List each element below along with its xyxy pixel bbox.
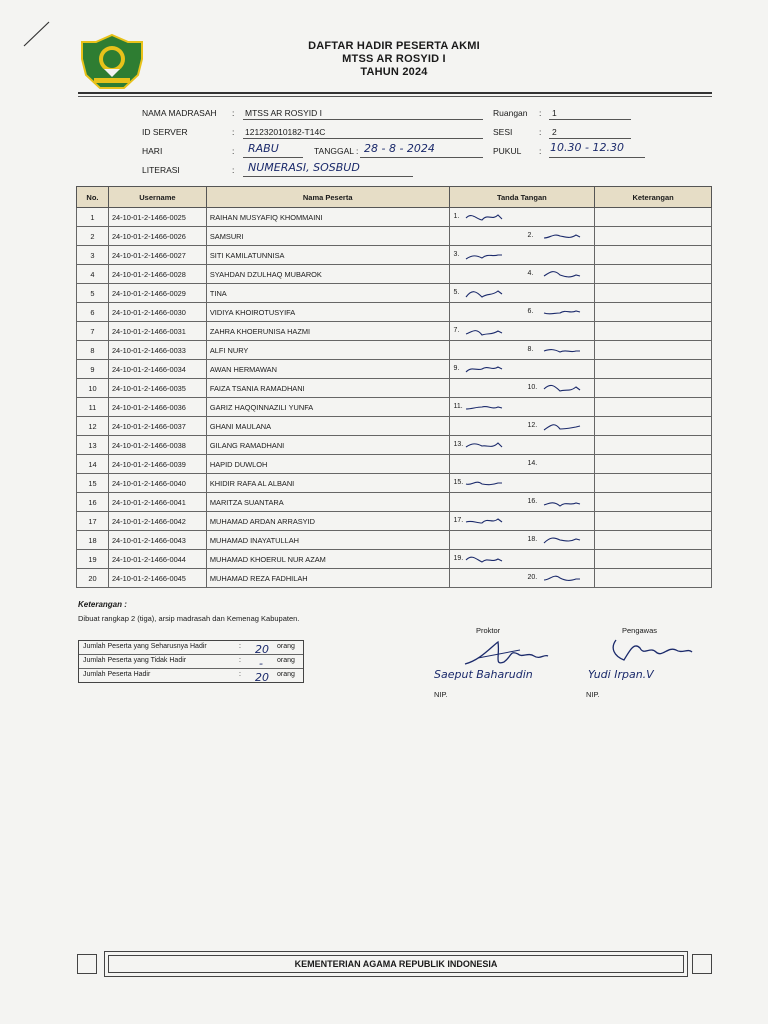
row-number: 14 bbox=[77, 455, 109, 474]
underline bbox=[243, 119, 483, 120]
row-number: 2 bbox=[77, 227, 109, 246]
signature-number: 17. bbox=[453, 517, 464, 524]
colon: : bbox=[239, 657, 241, 664]
id-server-label: ID SERVER bbox=[142, 127, 188, 137]
row-keterangan bbox=[595, 417, 712, 436]
hari-value: RABU bbox=[248, 142, 279, 155]
row-username: 24-10-01-2-1466-0030 bbox=[108, 303, 206, 322]
handwritten-signature bbox=[464, 513, 504, 529]
table-row bbox=[77, 303, 712, 322]
colon: : bbox=[239, 671, 241, 678]
row-keterangan bbox=[595, 379, 712, 398]
row-keterangan bbox=[595, 436, 712, 455]
row-nama-peserta: MARITZA SUANTARA bbox=[206, 493, 449, 512]
pengawas-signature bbox=[606, 634, 696, 670]
row-username: 24-10-01-2-1466-0044 bbox=[108, 550, 206, 569]
signature-area bbox=[450, 455, 595, 473]
signature-number: 11. bbox=[453, 403, 463, 410]
signature-number: 6. bbox=[527, 308, 534, 315]
row-signature-cell bbox=[449, 455, 595, 474]
row-number: 5 bbox=[77, 284, 109, 303]
row-signature-cell bbox=[449, 550, 595, 569]
table-row bbox=[77, 531, 712, 550]
table-row bbox=[77, 265, 712, 284]
handwritten-signature bbox=[542, 228, 582, 244]
row-signature-cell bbox=[449, 360, 595, 379]
nama-madrasah-value: MTSS AR ROSYID I bbox=[245, 108, 322, 118]
row-nama-peserta: GILANG RAMADHANI bbox=[206, 436, 449, 455]
colon: : bbox=[539, 127, 542, 137]
title-line-1: DAFTAR HADIR PESERTA AKMI bbox=[308, 40, 480, 52]
row-number: 3 bbox=[77, 246, 109, 265]
signature-number: 9. bbox=[453, 365, 460, 372]
table-row bbox=[77, 246, 712, 265]
row-number: 15 bbox=[77, 474, 109, 493]
row-signature-cell bbox=[449, 322, 595, 341]
header-rule-thin bbox=[78, 96, 712, 97]
row-keterangan bbox=[595, 455, 712, 474]
handwritten-signature bbox=[542, 494, 582, 510]
table-row bbox=[77, 550, 712, 569]
handwritten-signature bbox=[464, 361, 504, 377]
summary-unit: orang bbox=[277, 671, 295, 678]
row-number: 1 bbox=[77, 208, 109, 227]
notes-text: Dibuat rangkap 2 (tiga), arsip madrasah dan Kemenag Kabupaten. bbox=[78, 614, 300, 623]
row-keterangan bbox=[595, 360, 712, 379]
handwritten-signature bbox=[464, 247, 504, 263]
table-row bbox=[77, 379, 712, 398]
underline bbox=[549, 157, 645, 158]
pengawas-name: Yudi Irpan.V bbox=[588, 668, 654, 681]
row-username: 24-10-01-2-1466-0038 bbox=[108, 436, 206, 455]
signature-area bbox=[450, 284, 595, 302]
row-number: 10 bbox=[77, 379, 109, 398]
row-signature-cell bbox=[449, 417, 595, 436]
row-signature-cell bbox=[449, 531, 595, 550]
col-header-keterangan: Keterangan bbox=[595, 187, 712, 208]
summary-unit: orang bbox=[277, 657, 295, 664]
table-body bbox=[77, 208, 712, 588]
row-keterangan bbox=[595, 208, 712, 227]
row-nama-peserta: VIDIYA KHOIROTUSYIFA bbox=[206, 303, 449, 322]
row-signature-cell bbox=[449, 265, 595, 284]
row-nama-peserta: ZAHRA KHOERUNISA HAZMI bbox=[206, 322, 449, 341]
header-rule bbox=[78, 92, 712, 94]
table-row bbox=[77, 474, 712, 493]
signature-number: 5. bbox=[453, 289, 460, 296]
notes bbox=[78, 600, 299, 623]
handwritten-signature bbox=[542, 380, 582, 396]
handwritten-signature bbox=[464, 285, 504, 301]
signature-area bbox=[450, 227, 595, 245]
colon: : bbox=[539, 146, 542, 156]
signature-area bbox=[450, 246, 595, 264]
row-signature-cell bbox=[449, 246, 595, 265]
summary-label: Jumlah Peserta yang Tidak Hadir bbox=[83, 657, 187, 664]
row-signature-cell bbox=[449, 284, 595, 303]
tanggal-value: 28 - 8 - 2024 bbox=[364, 142, 435, 155]
attendance-table bbox=[76, 186, 712, 588]
summary-value: 20 bbox=[255, 643, 269, 656]
handwritten-signature bbox=[542, 266, 582, 282]
table-row bbox=[77, 455, 712, 474]
col-header-tanda-tangan: Tanda Tangan bbox=[449, 187, 595, 208]
row-username: 24-10-01-2-1466-0045 bbox=[108, 569, 206, 588]
row-keterangan bbox=[595, 531, 712, 550]
signature-area bbox=[450, 208, 595, 226]
row-nama-peserta: KHIDIR RAFA AL ALBANI bbox=[206, 474, 449, 493]
pengawas-label: Pengawas bbox=[622, 626, 658, 635]
signature-number: 19. bbox=[453, 555, 464, 562]
signature-area bbox=[450, 531, 595, 549]
row-signature-cell bbox=[449, 436, 595, 455]
row-username: 24-10-01-2-1466-0026 bbox=[108, 227, 206, 246]
row-keterangan bbox=[595, 569, 712, 588]
signature-area bbox=[450, 474, 595, 492]
signature-number: 20. bbox=[527, 574, 538, 581]
row-nama-peserta: AWAN HERMAWAN bbox=[206, 360, 449, 379]
underline bbox=[360, 157, 483, 158]
row-keterangan bbox=[595, 322, 712, 341]
row-nama-peserta: ALFI NURY bbox=[206, 341, 449, 360]
colon: : bbox=[232, 165, 235, 175]
row-keterangan bbox=[595, 398, 712, 417]
sesi-label: SESI bbox=[493, 127, 513, 137]
proktor-label: Proktor bbox=[476, 626, 501, 635]
footer-banner bbox=[104, 951, 688, 977]
row-username: 24-10-01-2-1466-0039 bbox=[108, 455, 206, 474]
title-line-2: MTSS AR ROSYID I bbox=[342, 53, 446, 65]
signature-area bbox=[450, 569, 595, 587]
row-nama-peserta: MUHAMAD REZA FADHILAH bbox=[206, 569, 449, 588]
literasi-label: LITERASI bbox=[142, 165, 180, 175]
table-row bbox=[77, 417, 712, 436]
signature-area bbox=[450, 341, 595, 359]
underline bbox=[243, 138, 483, 139]
signature-number: 1. bbox=[453, 213, 460, 220]
colon: : bbox=[232, 108, 235, 118]
row-number: 12 bbox=[77, 417, 109, 436]
table-row bbox=[77, 398, 712, 417]
row-nama-peserta: SAMSURI bbox=[206, 227, 449, 246]
pukul-value: 10.30 - 12.30 bbox=[550, 141, 624, 154]
row-username: 24-10-01-2-1466-0033 bbox=[108, 341, 206, 360]
signature-area bbox=[450, 512, 595, 530]
row-username: 24-10-01-2-1466-0025 bbox=[108, 208, 206, 227]
row-number: 7 bbox=[77, 322, 109, 341]
nip-label: NIP. bbox=[586, 690, 600, 699]
row-username: 24-10-01-2-1466-0029 bbox=[108, 284, 206, 303]
row-number: 13 bbox=[77, 436, 109, 455]
row-signature-cell bbox=[449, 227, 595, 246]
row-username: 24-10-01-2-1466-0037 bbox=[108, 417, 206, 436]
row-keterangan bbox=[595, 227, 712, 246]
underline bbox=[549, 138, 631, 139]
colon: : bbox=[232, 146, 235, 156]
row-signature-cell bbox=[449, 569, 595, 588]
row-nama-peserta: HAPID DUWLOH bbox=[206, 455, 449, 474]
signature-number: 7. bbox=[453, 327, 460, 334]
row-number: 8 bbox=[77, 341, 109, 360]
row-keterangan bbox=[595, 474, 712, 493]
table-row bbox=[77, 436, 712, 455]
document-title bbox=[0, 40, 768, 79]
signature-area bbox=[450, 550, 595, 568]
handwritten-signature bbox=[464, 475, 504, 491]
signature-number: 3. bbox=[453, 251, 460, 258]
ruangan-value: 1 bbox=[552, 108, 557, 118]
handwritten-signature bbox=[464, 437, 504, 453]
signature-number: 14. bbox=[527, 460, 538, 467]
row-nama-peserta: FAIZA TSANIA RAMADHANI bbox=[206, 379, 449, 398]
handwritten-signature bbox=[464, 551, 504, 567]
colon: : bbox=[232, 127, 235, 137]
footer-right-box bbox=[692, 954, 712, 974]
signature-area bbox=[450, 379, 595, 397]
row-username: 24-10-01-2-1466-0043 bbox=[108, 531, 206, 550]
row-number: 6 bbox=[77, 303, 109, 322]
row-signature-cell bbox=[449, 474, 595, 493]
signature-area bbox=[450, 398, 595, 416]
table-row bbox=[77, 208, 712, 227]
row-keterangan bbox=[595, 284, 712, 303]
row-username: 24-10-01-2-1466-0035 bbox=[108, 379, 206, 398]
literasi-value: NUMERASI, SOSBUD bbox=[248, 161, 360, 174]
table-row bbox=[77, 569, 712, 588]
row-keterangan bbox=[595, 512, 712, 531]
title-line-3: TAHUN 2024 bbox=[360, 66, 428, 78]
row-username: 24-10-01-2-1466-0041 bbox=[108, 493, 206, 512]
row-number: 4 bbox=[77, 265, 109, 284]
summary-unit: orang bbox=[277, 643, 295, 650]
signature-number: 18. bbox=[527, 536, 538, 543]
row-number: 19 bbox=[77, 550, 109, 569]
signature-area bbox=[450, 322, 595, 340]
table-row bbox=[77, 360, 712, 379]
row-keterangan bbox=[595, 246, 712, 265]
table-row bbox=[77, 493, 712, 512]
row-number: 9 bbox=[77, 360, 109, 379]
table-row bbox=[77, 512, 712, 531]
row-keterangan bbox=[595, 493, 712, 512]
summary-value: - bbox=[259, 657, 263, 670]
col-header-nama: Nama Peserta bbox=[206, 187, 449, 208]
signature-number: 2. bbox=[527, 232, 534, 239]
summary-row bbox=[79, 655, 303, 669]
row-keterangan bbox=[595, 550, 712, 569]
row-number: 17 bbox=[77, 512, 109, 531]
signature-area bbox=[450, 303, 595, 321]
attendance-summary bbox=[78, 640, 304, 683]
signature-number: 10. bbox=[527, 384, 538, 391]
row-signature-cell bbox=[449, 303, 595, 322]
table-row bbox=[77, 227, 712, 246]
nama-madrasah-label: NAMA MADRASAH bbox=[142, 108, 217, 118]
row-signature-cell bbox=[449, 208, 595, 227]
handwritten-signature bbox=[464, 399, 504, 415]
row-keterangan bbox=[595, 303, 712, 322]
signature-area bbox=[450, 265, 595, 283]
underline bbox=[243, 176, 413, 177]
row-keterangan bbox=[595, 265, 712, 284]
row-username: 24-10-01-2-1466-0028 bbox=[108, 265, 206, 284]
row-nama-peserta: MUHAMAD KHOERUL NUR AZAM bbox=[206, 550, 449, 569]
signature-number: 13. bbox=[453, 441, 464, 448]
row-signature-cell bbox=[449, 398, 595, 417]
row-signature-cell bbox=[449, 493, 595, 512]
signature-area bbox=[450, 417, 595, 435]
row-username: 24-10-01-2-1466-0031 bbox=[108, 322, 206, 341]
sesi-value: 2 bbox=[552, 127, 557, 137]
proktor-name: Saeput Baharudin bbox=[434, 668, 533, 681]
proktor-signature bbox=[460, 636, 550, 672]
table-header-row bbox=[77, 187, 712, 208]
signature-number: 15. bbox=[453, 479, 464, 486]
row-nama-peserta: TINA bbox=[206, 284, 449, 303]
row-nama-peserta: GARIZ HAQQINNAZILI YUNFA bbox=[206, 398, 449, 417]
row-username: 24-10-01-2-1466-0034 bbox=[108, 360, 206, 379]
row-nama-peserta: GHANI MAULANA bbox=[206, 417, 449, 436]
footer-left-box bbox=[77, 954, 97, 974]
row-nama-peserta: SYAHDAN DZULHAQ MUBAROK bbox=[206, 265, 449, 284]
summary-row bbox=[79, 669, 303, 682]
signature-area bbox=[450, 436, 595, 454]
table-row bbox=[77, 341, 712, 360]
row-username: 24-10-01-2-1466-0027 bbox=[108, 246, 206, 265]
row-nama-peserta: MUHAMAD INAYATULLAH bbox=[206, 531, 449, 550]
row-keterangan bbox=[595, 341, 712, 360]
row-nama-peserta: RAIHAN MUSYAFIQ KHOMMAINI bbox=[206, 208, 449, 227]
handwritten-signature bbox=[542, 532, 582, 548]
tanggal-label: TANGGAL : bbox=[314, 146, 359, 156]
id-server-value: 121232010182-T14C bbox=[245, 127, 326, 137]
hari-label: HARI bbox=[142, 146, 163, 156]
colon: : bbox=[539, 108, 542, 118]
summary-row bbox=[79, 641, 303, 655]
handwritten-signature bbox=[542, 304, 582, 320]
signature-number: 8. bbox=[527, 346, 534, 353]
signature-area bbox=[450, 360, 595, 378]
row-username: 24-10-01-2-1466-0042 bbox=[108, 512, 206, 531]
row-username: 24-10-01-2-1466-0036 bbox=[108, 398, 206, 417]
handwritten-signature bbox=[542, 418, 582, 434]
row-signature-cell bbox=[449, 341, 595, 360]
table-row bbox=[77, 284, 712, 303]
row-signature-cell bbox=[449, 512, 595, 531]
row-nama-peserta: MUHAMAD ARDAN ARRASYID bbox=[206, 512, 449, 531]
table-row bbox=[77, 322, 712, 341]
ruangan-label: Ruangan bbox=[493, 108, 528, 118]
row-number: 18 bbox=[77, 531, 109, 550]
row-number: 16 bbox=[77, 493, 109, 512]
colon: : bbox=[239, 643, 241, 650]
handwritten-signature bbox=[464, 323, 504, 339]
signature-number: 4. bbox=[527, 270, 534, 277]
pukul-label: PUKUL bbox=[493, 146, 522, 156]
row-username: 24-10-01-2-1466-0040 bbox=[108, 474, 206, 493]
row-number: 11 bbox=[77, 398, 109, 417]
footer-text: KEMENTERIAN AGAMA REPUBLIK INDONESIA bbox=[108, 955, 684, 973]
summary-value: 20 bbox=[255, 671, 269, 684]
notes-title: Keterangan : bbox=[78, 600, 127, 609]
handwritten-signature bbox=[542, 570, 582, 586]
handwritten-signature bbox=[464, 209, 504, 225]
underline bbox=[549, 119, 631, 120]
signature-number: 12. bbox=[527, 422, 538, 429]
row-number: 20 bbox=[77, 569, 109, 588]
row-signature-cell bbox=[449, 379, 595, 398]
underline bbox=[243, 157, 303, 158]
summary-label: Jumlah Peserta yang Seharusnya Hadir bbox=[83, 643, 207, 650]
col-header-no: No. bbox=[77, 187, 109, 208]
summary-label: Jumlah Peserta Hadir bbox=[83, 671, 151, 678]
handwritten-signature bbox=[542, 342, 582, 358]
row-nama-peserta: SITI KAMILATUNNISA bbox=[206, 246, 449, 265]
signature-area bbox=[450, 493, 595, 511]
col-header-username: Username bbox=[108, 187, 206, 208]
signature-number: 16. bbox=[527, 498, 538, 505]
nip-label: NIP. bbox=[434, 690, 448, 699]
